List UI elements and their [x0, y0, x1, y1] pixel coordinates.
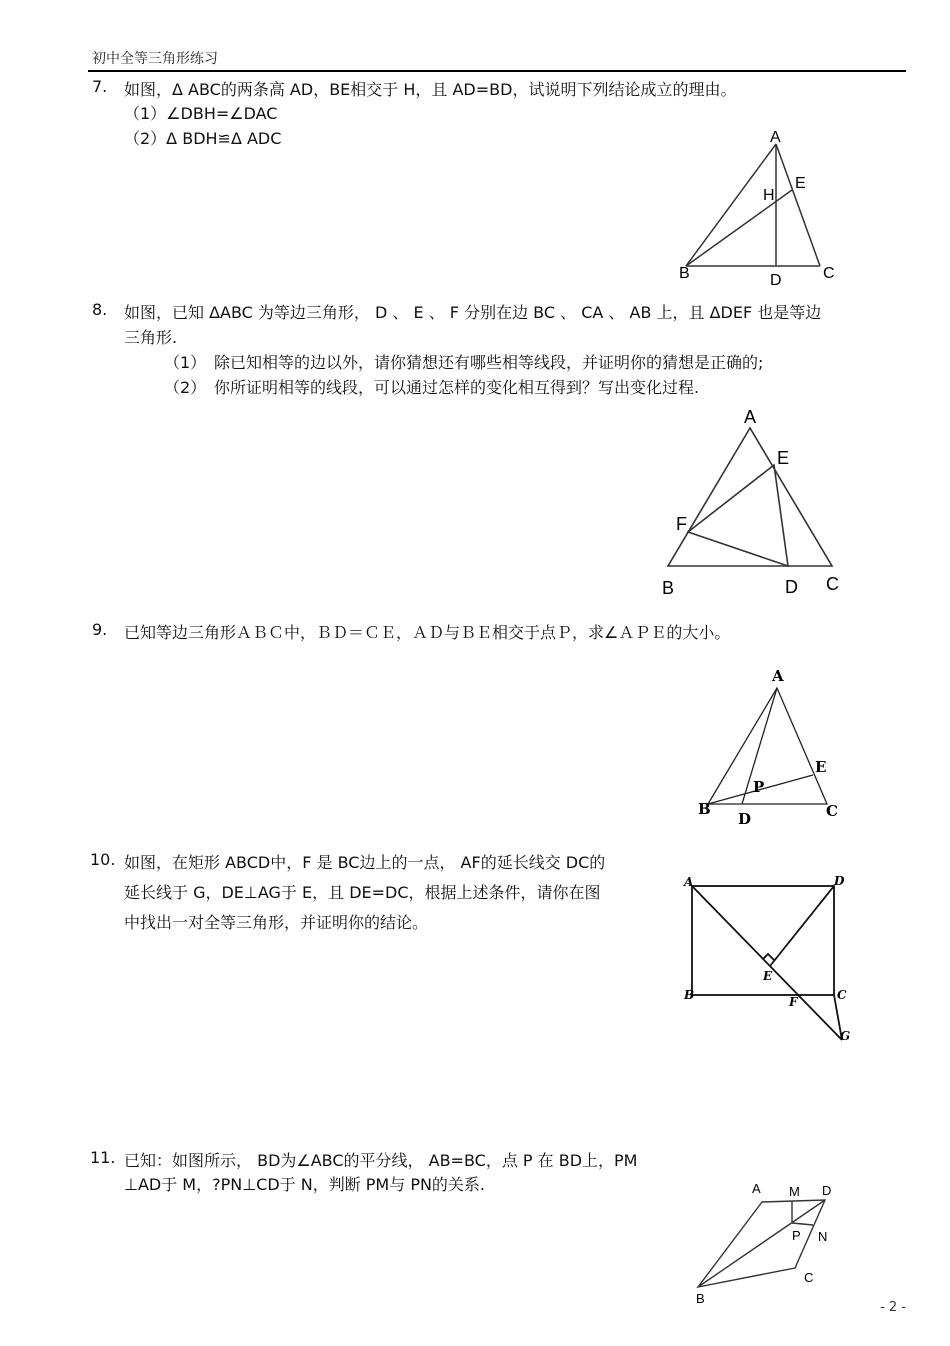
- q8-triangle-def: [688, 465, 788, 566]
- q11-label-b: B: [696, 1291, 705, 1306]
- q10-number: 10.: [90, 850, 116, 869]
- q8-triangle-abc: [668, 428, 832, 566]
- q8-label-b: B: [662, 578, 675, 598]
- q8-label-a: A: [744, 407, 757, 427]
- q7-label-c: C: [823, 265, 835, 282]
- q11-label-n: N: [818, 1229, 828, 1244]
- header-rule: [88, 70, 906, 72]
- q9-label-c: C: [826, 802, 838, 820]
- page-number: - 2 -: [880, 1300, 906, 1315]
- q9-label-b: B: [698, 800, 711, 818]
- q10-label-a: A: [684, 875, 694, 889]
- q11-line-2: ⊥AD于 M，?PN⊥CD于 N，判断 PM与 PN的关系.: [124, 1175, 486, 1194]
- q11-label-m: M: [789, 1184, 800, 1199]
- q7-side-ac: [776, 144, 820, 266]
- q9-triangle-abc: [708, 688, 827, 804]
- q8-item-2-number: （2）: [164, 378, 207, 397]
- q8-label-c: C: [826, 574, 839, 594]
- q10-label-f: F: [789, 995, 798, 1009]
- q10-label-c: C: [837, 988, 847, 1002]
- q9-label-e: E: [815, 758, 827, 776]
- q7-label-b: B: [679, 265, 690, 282]
- q10-line-1: 如图，在矩形 ABCD中，F 是 BC边上的一点， AF的延长线交 DC的: [124, 853, 606, 872]
- q11-figure: [690, 1175, 840, 1310]
- q9-number: 9.: [92, 620, 108, 639]
- q10-line-de: [770, 886, 834, 966]
- q9-label-p: P: [753, 778, 765, 796]
- q8-item-1-text: 除已知相等的边以外，请你猜想还有哪些相等线段，并证明你的猜想是正确的;: [214, 353, 764, 372]
- q11-label-a: A: [752, 1181, 761, 1196]
- q10-label-g: G: [840, 1029, 851, 1043]
- q8-item-2-text: 你所证明相等的线段，可以通过怎样的变化相互得到？写出变化过程.: [214, 378, 700, 397]
- q7-item-1: （1）∠DBH=∠DAC: [124, 104, 278, 123]
- q8-item-1-number: （1）: [164, 353, 207, 372]
- q7-label-e: E: [795, 175, 806, 192]
- q10-label-d: D: [834, 874, 845, 888]
- q8-figure: [655, 400, 855, 605]
- q7-text: 如图，Δ ABC的两条高 AD，BE相交于 H，且 AD=BD，试说明下列结论成立的理由。: [124, 80, 737, 99]
- q9-text: 已知等边三角形ＡＢＣ中，ＢＤ＝ＣＥ，ＡＤ与ＢＥ相交于点Ｐ，求∠ＡＰＥ的大小。: [124, 623, 731, 642]
- q10-line-ag: [692, 886, 842, 1040]
- q10-label-b: B: [684, 988, 695, 1002]
- q9-figure: [695, 660, 845, 830]
- q9-label-a: A: [772, 667, 784, 685]
- q8-line-1: 如图，已知 ΔABC 为等边三角形， D 、 E 、 F 分别在边 BC 、 CA 、 AB 上，且 ΔDEF 也是等边: [124, 303, 822, 322]
- q9-label-d: D: [738, 810, 752, 828]
- q7-label-d: D: [770, 272, 782, 289]
- q8-number: 8.: [92, 300, 108, 319]
- q7-figure: [670, 120, 850, 290]
- q8-line-2: 三角形.: [124, 328, 178, 347]
- page-header-title: 初中全等三角形练习: [92, 51, 218, 67]
- q11-number: 11.: [90, 1148, 116, 1167]
- q7-number: 7.: [92, 77, 108, 96]
- q11-line-1: 已知：如图所示， BD为∠ABC的平分线， AB=BC，点 P 在 BD上，PM: [124, 1151, 638, 1170]
- q10-label-e: E: [763, 969, 773, 983]
- q8-label-d: D: [785, 577, 798, 597]
- q11-label-d: D: [822, 1183, 832, 1198]
- q11-segment-pn: [792, 1223, 813, 1225]
- q11-label-p: P: [792, 1228, 801, 1243]
- q8-label-e: E: [777, 448, 790, 468]
- q10-line-3: 中找出一对全等三角形，并证明你的结论。: [124, 913, 429, 932]
- q8-label-f: F: [676, 514, 687, 534]
- q7-item-2: （2）Δ BDH≌Δ ADC: [124, 129, 282, 148]
- q7-label-h: H: [763, 187, 775, 204]
- q7-side-ab: [686, 144, 776, 266]
- q11-label-c: C: [804, 1270, 814, 1285]
- q7-label-a: A: [770, 129, 781, 146]
- q10-figure: [680, 870, 855, 1045]
- q10-line-2: 延长线于 G，DE⊥AG于 E，且 DE=DC，根据上述条件，请你在图: [124, 883, 601, 902]
